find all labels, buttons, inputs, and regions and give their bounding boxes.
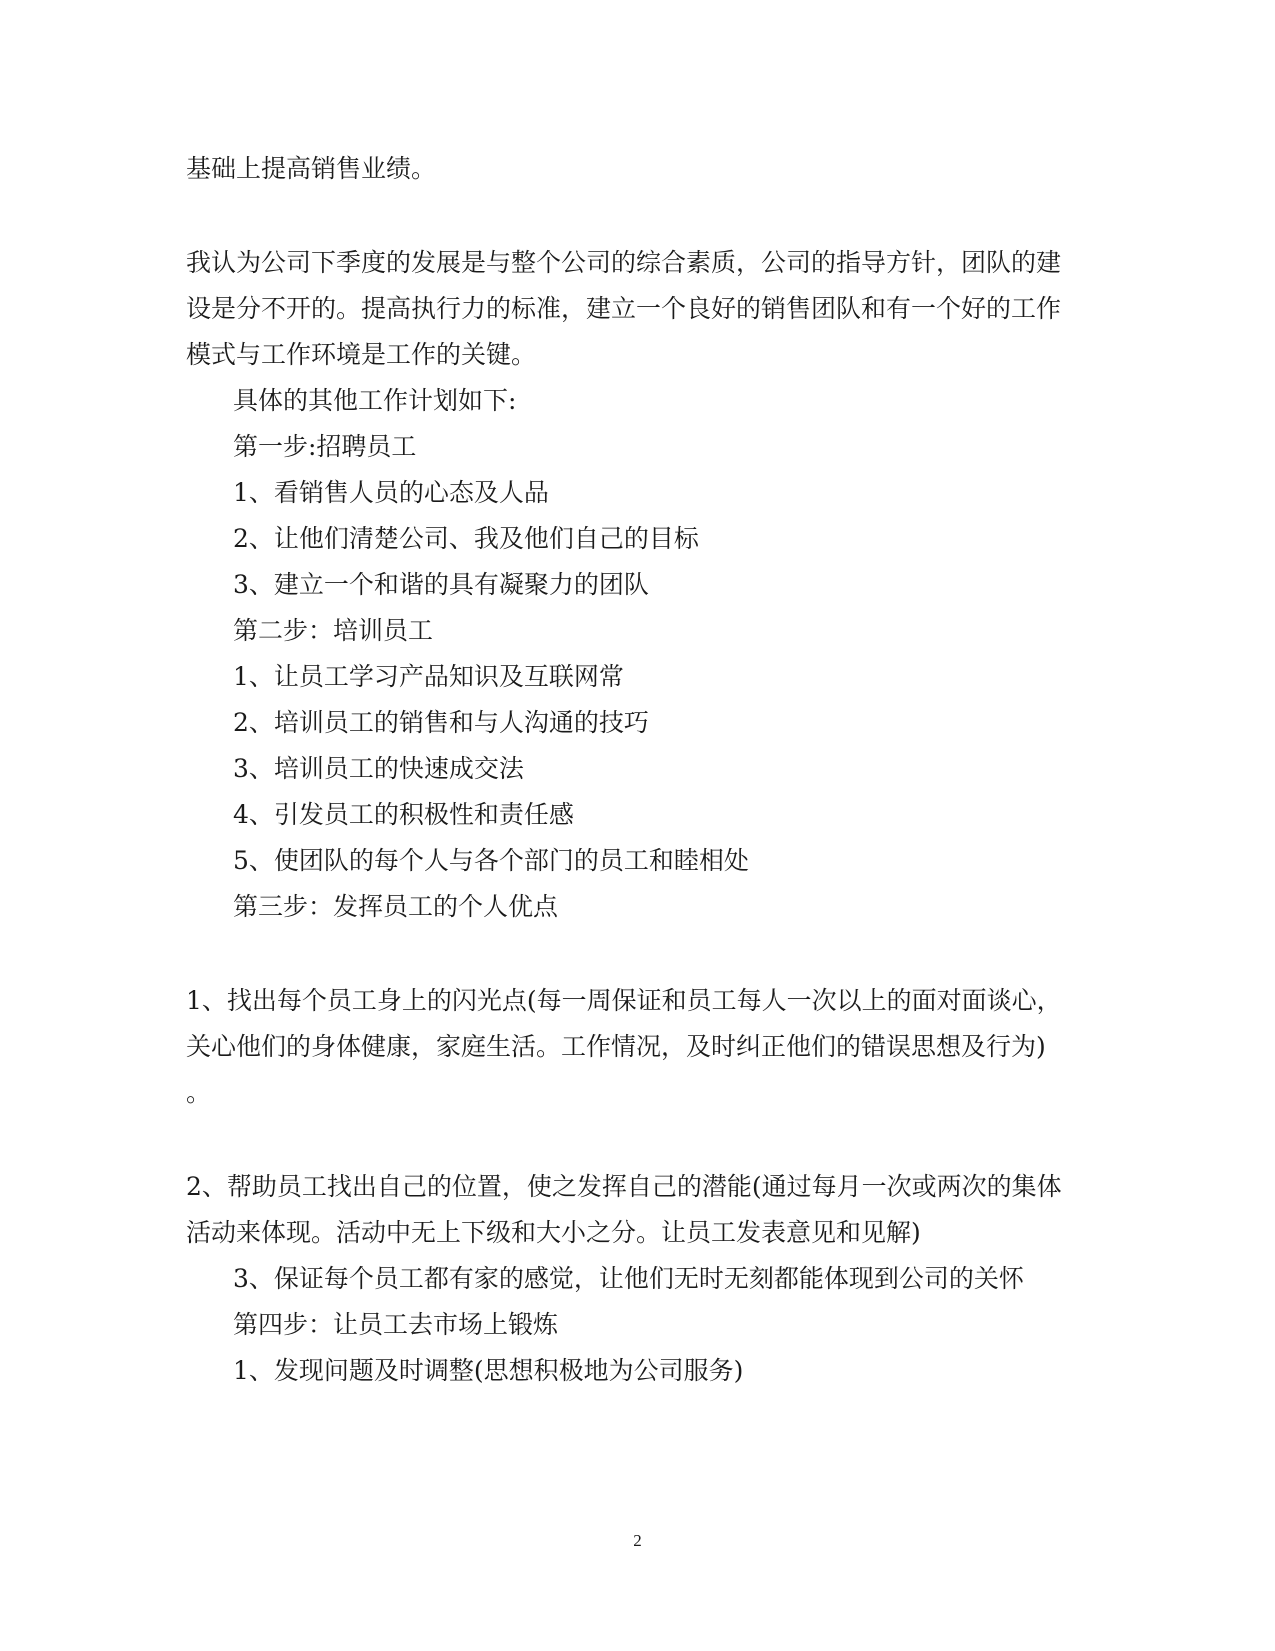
list-item: 1、看销售人员的心态及人品 bbox=[233, 478, 549, 507]
paragraph-line: 设是分不开的。提高执行力的标准，建立一个良好的销售团队和有一个好的工作 bbox=[186, 294, 1062, 323]
list-item: 1、让员工学习产品知识及互联网常 bbox=[233, 662, 624, 691]
list-item: 1、发现问题及时调整(思想积极地为公司服务) bbox=[233, 1356, 744, 1385]
list-item: 3、培训员工的快速成交法 bbox=[233, 754, 524, 783]
paragraph-line: 。 bbox=[186, 1078, 212, 1107]
list-item: 5、使团队的每个人与各个部门的员工和睦相处 bbox=[233, 846, 749, 875]
step-heading: 第四步：让员工去市场上锻炼 bbox=[233, 1310, 559, 1339]
step-heading: 第三步：发挥员工的个人优点 bbox=[233, 892, 559, 921]
list-item: 2、培训员工的销售和与人沟通的技巧 bbox=[233, 708, 649, 737]
page-number: 2 bbox=[633, 1531, 642, 1550]
list-item: 3、建立一个和谐的具有凝聚力的团队 bbox=[233, 570, 649, 599]
paragraph-line: 2、帮助员工找出自己的位置，使之发挥自己的潜能(通过每月一次或两次的集体 bbox=[186, 1172, 1062, 1201]
paragraph-line: 基础上提高销售业绩。 bbox=[186, 154, 437, 183]
paragraph-line: 我认为公司下季度的发展是与整个公司的综合素质，公司的指导方针，团队的建 bbox=[186, 248, 1062, 277]
paragraph-line: 关心他们的身体健康，家庭生活。工作情况，及时纠正他们的错误思想及行为) bbox=[186, 1032, 1046, 1061]
paragraph-line: 1、找出每个员工身上的闪光点(每一周保证和员工每人一次以上的面对面谈心， bbox=[186, 986, 1062, 1015]
list-item: 4、引发员工的积极性和责任感 bbox=[233, 800, 574, 829]
list-item: 3、保证每个员工都有家的感觉，让他们无时无刻都能体现到公司的关怀 bbox=[233, 1264, 1024, 1293]
list-item: 2、让他们清楚公司、我及他们自己的目标 bbox=[233, 524, 699, 553]
paragraph-line: 活动来体现。活动中无上下级和大小之分。让员工发表意见和见解) bbox=[186, 1218, 921, 1247]
step-heading: 第一步:招聘员工 bbox=[233, 432, 417, 461]
step-heading: 第二步：培训员工 bbox=[233, 616, 434, 645]
paragraph-line: 具体的其他工作计划如下: bbox=[233, 386, 517, 415]
paragraph-line: 模式与工作环境是工作的关键。 bbox=[186, 340, 537, 369]
